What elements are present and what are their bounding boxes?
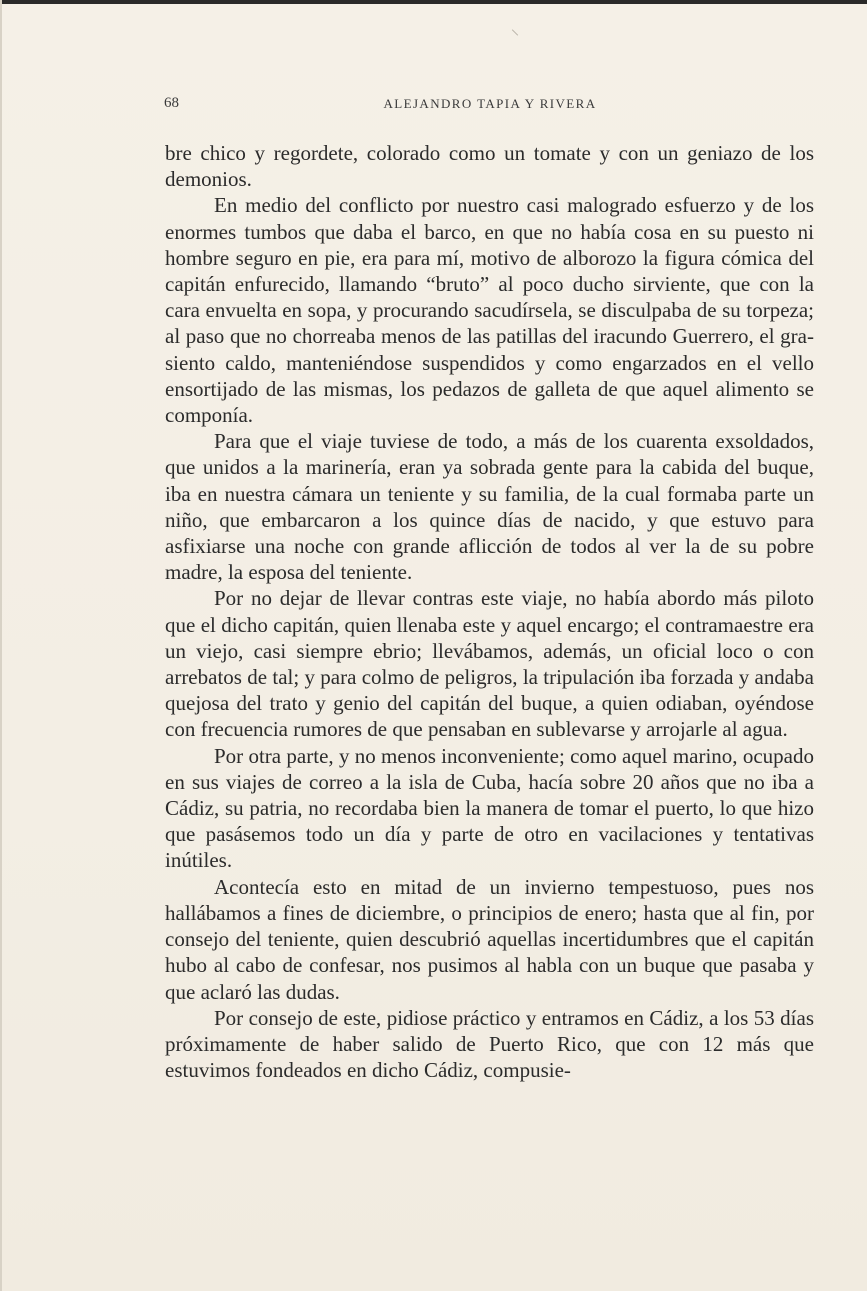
paragraph: Por otra parte, y no menos inconveniente; como aquel marino, ocupado en sus viajes de correo a la isla de Cuba, hacía sobre 20 años que no iba a Cádiz, su patria, no recordaba bien la manera de tomar el puerto, lo que hizo que pasásemos todo un día y parte de otro en vacilaciones y tentativas inútiles. bbox=[165, 743, 814, 873]
body-text bbox=[165, 140, 814, 1083]
running-head: ALEJANDRO TAPIA Y RIVERA bbox=[383, 96, 597, 111]
paragraph: Por no dejar de llevar contras este viaje, no había abordo más piloto que el dicho capitán, quien llenaba este y aquel encargo; el contramaestre era un viejo, casi siempre ebrio; llevábamos, además, un oficial loco o con arrebatos de tal; y para colmo de peligros, la tripulación iba forzada y andaba quejosa del trato y genio del capitán del buque, a quien odiaban, oyéndose con frecuencia rumores de que pensaban en sublevarse y arrojarle al agua. bbox=[165, 586, 814, 742]
page-number: 68 bbox=[164, 95, 179, 111]
paper-mark bbox=[512, 29, 518, 35]
paragraph: En medio del conflicto por nuestro casi malogrado esfuerzo y de los enormes tumbos que daba el barco, en que no había cosa en su puesto ni hombre seguro en pie, era para mí, motivo de alborozo la figura cómica del capitán enfurecido, llamando “bruto” al poco ducho sirviente, que con la cara envuelta en sopa, y procurando sacudírsela, se disculpaba de su torpeza; al paso que no chorreaba menos de las patillas del iracundo Guerrero, el grasiento caldo, manteniéndose suspendidos y como engarzados en el vello ensortijado de las mismas, los pedazos de galleta de que aquel alimento se componía. bbox=[165, 193, 814, 428]
paragraph: bre chico y regordete, colorado como un tomate y con un geniazo de los demonios. bbox=[165, 141, 814, 192]
paragraph: Por consejo de este, pidiose práctico y entramos en Cádiz, a los 53 días próximamente de haber salido de Puerto Rico, que con 12 más que estuvimos fondeados en dicho Cádiz, compusie- bbox=[165, 1005, 814, 1083]
page-top-edge bbox=[2, 0, 867, 4]
paragraph: Acontecía esto en mitad de un invierno tempestuoso, pues nos hallábamos a fines de diciembre, o principios de enero; hasta que al fin, por consejo del teniente, quien descubrió aquellas incertidumbres que el capitán hubo al cabo de confesar, nos pusimos al habla con un buque que pasaba y que aclaró las dudas. bbox=[165, 874, 814, 1004]
paragraph: Para que el viaje tuviese de todo, a más de los cuarenta exsoldados, que unidos a la marinería, eran ya sobrada gente para la cabida del buque, iba en nuestra cámara un teniente y su familia, de la cual formaba parte un niño, que embarcaron a los quince días de nacido, y que estuvo para asfixiarse una noche con grande aflicción de todos al ver la de su pobre madre, la esposa del teniente. bbox=[165, 429, 814, 585]
page-header bbox=[164, 95, 816, 115]
